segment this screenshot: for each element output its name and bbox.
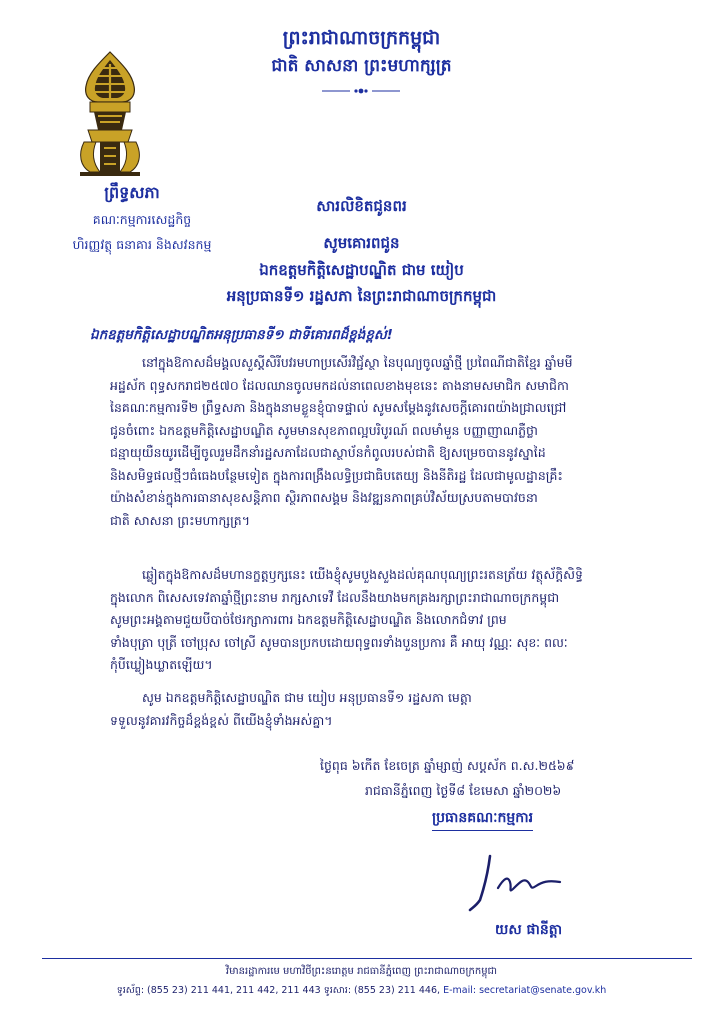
text-line: អដ្ឋស័ក ពុទ្ធសករាជ២៥៧០ ដែលឈានចូលមកដល់នាពេលខាងមុខនេះ តាងនាមសមាជិក សមាជិកា	[110, 377, 569, 393]
text-line: ជាតិ សាសនា ព្រះមហាក្សត្រ។	[110, 512, 250, 528]
document-type: សារលិខិតជូនពរ	[316, 197, 407, 215]
text-line: និងសមិទ្ធផលថ្មីៗធំធេងបន្ថែមទៀត ក្នុងការពង្រឹងលទ្ធិប្រជាធិបតេយ្យ និងនីតិរដ្ឋ ដែលជាមូលដ្ឋានគ្រឹះ	[110, 467, 563, 483]
body-paragraph-3	[110, 687, 690, 732]
salutation: ឯកឧត្តមកិត្តិសេដ្ឋាបណ្ឌិតអនុប្រធានទី១ ជាទីគោរពដ៏ខ្ពង់ខ្ពស់!	[90, 327, 393, 343]
signatory-name: យស ផានីត្តា	[495, 922, 563, 938]
text-line: កុំបីឃ្លៀងឃ្លាតឡើយ។	[110, 657, 213, 672]
body-paragraph-1	[110, 352, 690, 532]
footer-phone: ទូរស័ព្ទ: (855 23) 211 441, 211 442, 211 443	[116, 985, 321, 996]
text-line: សូមព្រះអង្គតាមជួយបីបាច់ថែរក្សាការពារ ឯកឧត្តមកិត្តិសេដ្ឋាបណ្ឌិត និងលោកជំទាវ ព្រម	[110, 612, 507, 627]
text-line: នៃគណៈកម្មការទី២ ព្រឹទ្ធសភា និងក្នុងនាមខ្លួនខ្ញុំបាទផ្ទាល់ សូមសម្តែងនូវសេចក្តីគោរពយ៉ាងជ្រាលជ្រៅ	[110, 400, 567, 415]
issuer-department: ហិរញ្ញវត្ថុ ធនាគារ និងសវនកម្ម	[72, 237, 212, 252]
text-line: សូម ឯកឧត្តមកិត្តិសេដ្ឋាបណ្ឌិត ជាម យៀប អនុប្រធានទី១ រដ្ឋសភា មេត្តា	[142, 690, 472, 705]
text-line: ក្នុងលោក ពិសេសទេវតាឆ្នាំថ្មីព្រះនាម រាក្សសាទេវី ដែលនឹងយាងមកគ្រងរក្សាព្រះរាជាណាចក្រកម្ពុជា	[110, 589, 560, 605]
text-line: នៅក្នុងឱកាសដ៏មង្គលសួស្តីសិរីបវរមហាប្រសើរវិជ្ជ័ស្ថា នៃបុណ្យចូលឆ្នាំថ្មី ប្រពៃណីជាតិខ្មែរ ឆ្នាំមមី	[142, 355, 573, 370]
footer-email[interactable]: E-mail: secretariat@senate.gov.kh	[443, 985, 607, 996]
signature-icon	[468, 848, 578, 912]
text-line: ទទួលនូវគារវកិច្ចដ៏ខ្ពង់ខ្ពស់ ពីយើងខ្ញុំទាំងអស់គ្នា។	[110, 712, 333, 728]
text-line: ជន្មាយុយឺនយូរដើម្បីចូលរួមដឹកនាំរដ្ឋសភាដែលជាស្ថាប័នកំពូលរបស់ជាតិ ឱ្យសម្រេចបាននូវស្នាដៃ	[110, 445, 546, 460]
signatory-title: ប្រធានគណៈកម្មការ	[432, 808, 533, 831]
body-paragraph-2	[110, 564, 690, 677]
text-line: ឆ្លៀតក្នុងឱកាសដ៏មហានក្ខត្តឫក្សនេះ យើងខ្ញុំសូមបួងសួងដល់គុណបុណ្យព្រះរតនត្រ័យ វត្ថុស័ក្តិសិទ្ធិ	[142, 567, 583, 582]
text-line: ទាំងបុត្រា បុត្រី ចៅប្រុស ចៅស្រី សូមបានប្រកបដោយពុទ្ធពរទាំងបួនប្រការ គឺ អាយុ វណ្ណៈ សុខៈ ពលៈ	[110, 634, 568, 650]
recipient-title: អនុប្រធានទី១ រដ្ឋសភា នៃព្រះរាជាណាចក្រកម្ពុជា	[226, 287, 497, 305]
footer-fax: ទូរសារ: (855 23) 211 446,	[323, 985, 441, 996]
respect-line: សូមគោរពជូន	[323, 234, 400, 252]
text-line: យ៉ាងសំខាន់ក្នុងការធានាសុខសន្តិភាព ស្ថិរភាពសង្គម និងវឌ្ឍនភាពគ្រប់វិស័យស្របតាមបាវចនា	[110, 490, 538, 505]
text-line: ជូនចំពោះ ឯកឧត្តមកិត្តិសេដ្ឋាបណ្ឌិត សូមមានសុខភាពល្អបរិបូរណ៍ ពលមាំមួន បញ្ញាញាណភ្លឺថ្លា	[110, 422, 538, 438]
footer-address: វិមានរដ្ឋាការមេ មហាវិថីព្រះនរោត្តម រាជធានីភ្នំពេញ ព្រះរាជាណាចក្រកម្ពុជា	[225, 966, 498, 977]
kingdom-heading: ព្រះរាជាណាចក្រកម្ពុជា	[282, 27, 441, 49]
lunar-date: ថ្ងៃពុធ ៦កើត ខែចេត្រ ឆ្នាំម្សាញ់ សប្តស័ក ព.ស.២៥៦៩	[320, 758, 575, 773]
issuer-commission: គណៈកម្មការសេដ្ឋកិច្ច	[92, 212, 192, 227]
recipient-name: ឯកឧត្តមកិត្តិសេដ្ឋាបណ្ឌិត ជាម យៀប	[259, 261, 464, 279]
national-motto: ជាតិ សាសនា ព្រះមហាក្សត្រ	[271, 56, 452, 76]
divider-ornament-icon	[320, 84, 402, 98]
issuer-institution: ព្រឹទ្ធសភា	[104, 183, 160, 202]
senate-emblem-icon	[70, 50, 150, 178]
solar-date: រាជធានីភ្នំពេញ ថ្ងៃទី៨ ខែមេសា ឆ្នាំ២០២៦	[365, 783, 562, 798]
footer-contacts	[0, 984, 723, 998]
footer-divider	[42, 958, 692, 959]
